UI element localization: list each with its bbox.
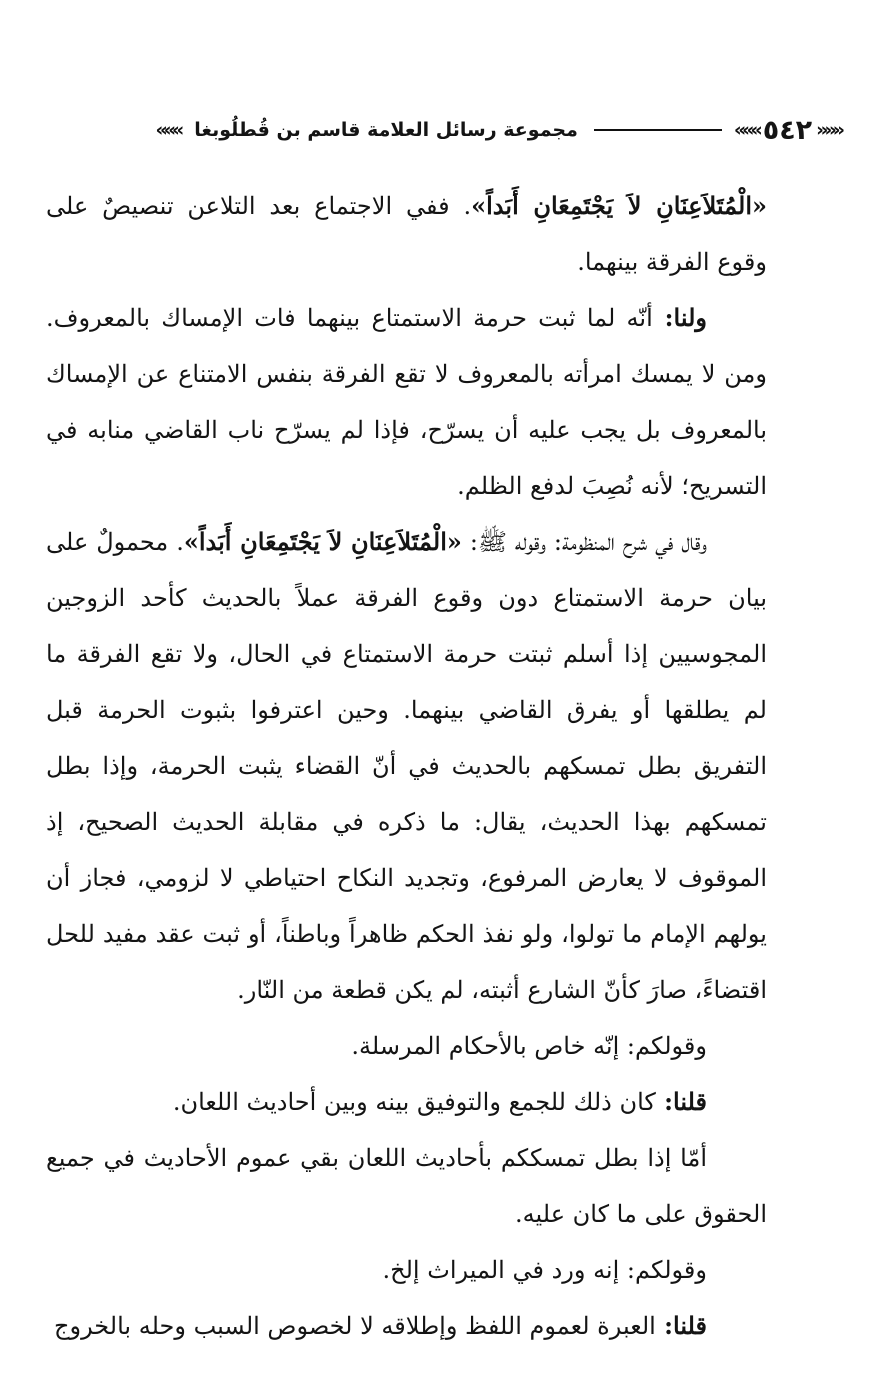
paragraph-text: وقولكم: إنه ورد في الميراث إلخ.	[382, 1256, 707, 1284]
paragraph	[46, 1074, 767, 1130]
bold-text: «الْمُتَلاَعِنَانِ لاَ يَجْتَمِعَانِ أَبَداً»	[183, 527, 462, 556]
header-rule	[594, 129, 722, 131]
paragraph-text: أمّا إذا بطل تمسككم بأحاديث اللعان بقي عموم الأحاديث في جميع الحقوق على ما كان عليه.	[46, 1144, 767, 1228]
paragraph-text: وقال في شرح المنظومة: وقوله ﷺ:	[461, 528, 708, 556]
body-text	[46, 178, 767, 1354]
paragraph	[46, 514, 767, 1018]
paragraph	[46, 1018, 767, 1074]
header-ornament-right-close: »»»	[733, 118, 759, 141]
paragraph	[46, 178, 767, 290]
bold-text: قلنا:	[655, 1087, 707, 1116]
running-header	[38, 108, 841, 152]
paragraph	[46, 1298, 767, 1354]
paragraph-text: أنّه لما ثبت حرمة الاستمتاع بينهما فات الإمساك بالمعروف. ومن لا يمسك امرأته بالمعروف لا تقع الفرقة بنفس الامتناع عن الإمساك بالمعروف بل يجب عليه أن يسرّح، فإذا لم يسرّح ناب القاضي منابه في التسريح؛ لأنه نُصِبَ لدفع الظلم.	[46, 304, 767, 500]
bold-text: «الْمُتَلاَعِنَانِ لاَ يَجْتَمِعَانِ أَبَداً»	[471, 191, 767, 220]
paragraph	[46, 1130, 767, 1242]
bold-text: قلنا:	[655, 1311, 707, 1340]
page-number: ٥٤٢	[762, 114, 813, 146]
paragraph-text: العبرة لعموم اللفظ وإطلاقه لا لخصوص السبب وحله بالخروج	[53, 1312, 656, 1340]
paragraph-text: كان ذلك للجمع والتوفيق بينه وبين أحاديث اللعان.	[172, 1088, 656, 1116]
paragraph-text: وقولكم: إنّه خاص بالأحكام المرسلة.	[351, 1032, 707, 1060]
paragraph	[46, 1242, 767, 1298]
header-ornament-left: »»»	[155, 118, 181, 141]
bold-text: ولنا:	[652, 303, 708, 332]
running-title: مجموعة رسائل العلامة قاسم بن قُطلُوبغا	[194, 119, 578, 141]
paragraph-text: . ففي الاجتماع بعد التلاعن تنصيصٌ على وقوع الفرقة بينهما.	[46, 192, 767, 276]
paragraph-text: . محمولٌ على بيان حرمة الاستمتاع دون وقوع الفرقة عملاً بالحديث كأحد الزوجين المجوسيين إذا أسلم ثبتت حرمة الاستمتاع في الحال، ولا تقع الفرقة ما لم يطلقها أو يفرق القاضي بينهما. وحين اعترفوا بثبوت الحرمة قبل التفريق بطل تمسكهم بالحديث في أنّ القضاء يثبت الحرمة، وإذا بطل تمسكهم بهذا الحديث، يقال: ما ذكره في مقابلة الحديث الصحيح، إذ الموقوف لا يعارض المرفوع، وتجديد النكاح احتياطي لا لزومي، فجاز أن يولهم الإمام ما تولوا، ولو نفذ الحكم ظاهراً وباطناً، أو ثبت عقد مفيد للحل اقتضاءً، صارَ كأنّ الشارع أثبته، لم يكن قطعة من النّار.	[46, 528, 767, 1004]
header-ornament-right: «««	[816, 118, 841, 141]
paragraph	[46, 290, 767, 514]
